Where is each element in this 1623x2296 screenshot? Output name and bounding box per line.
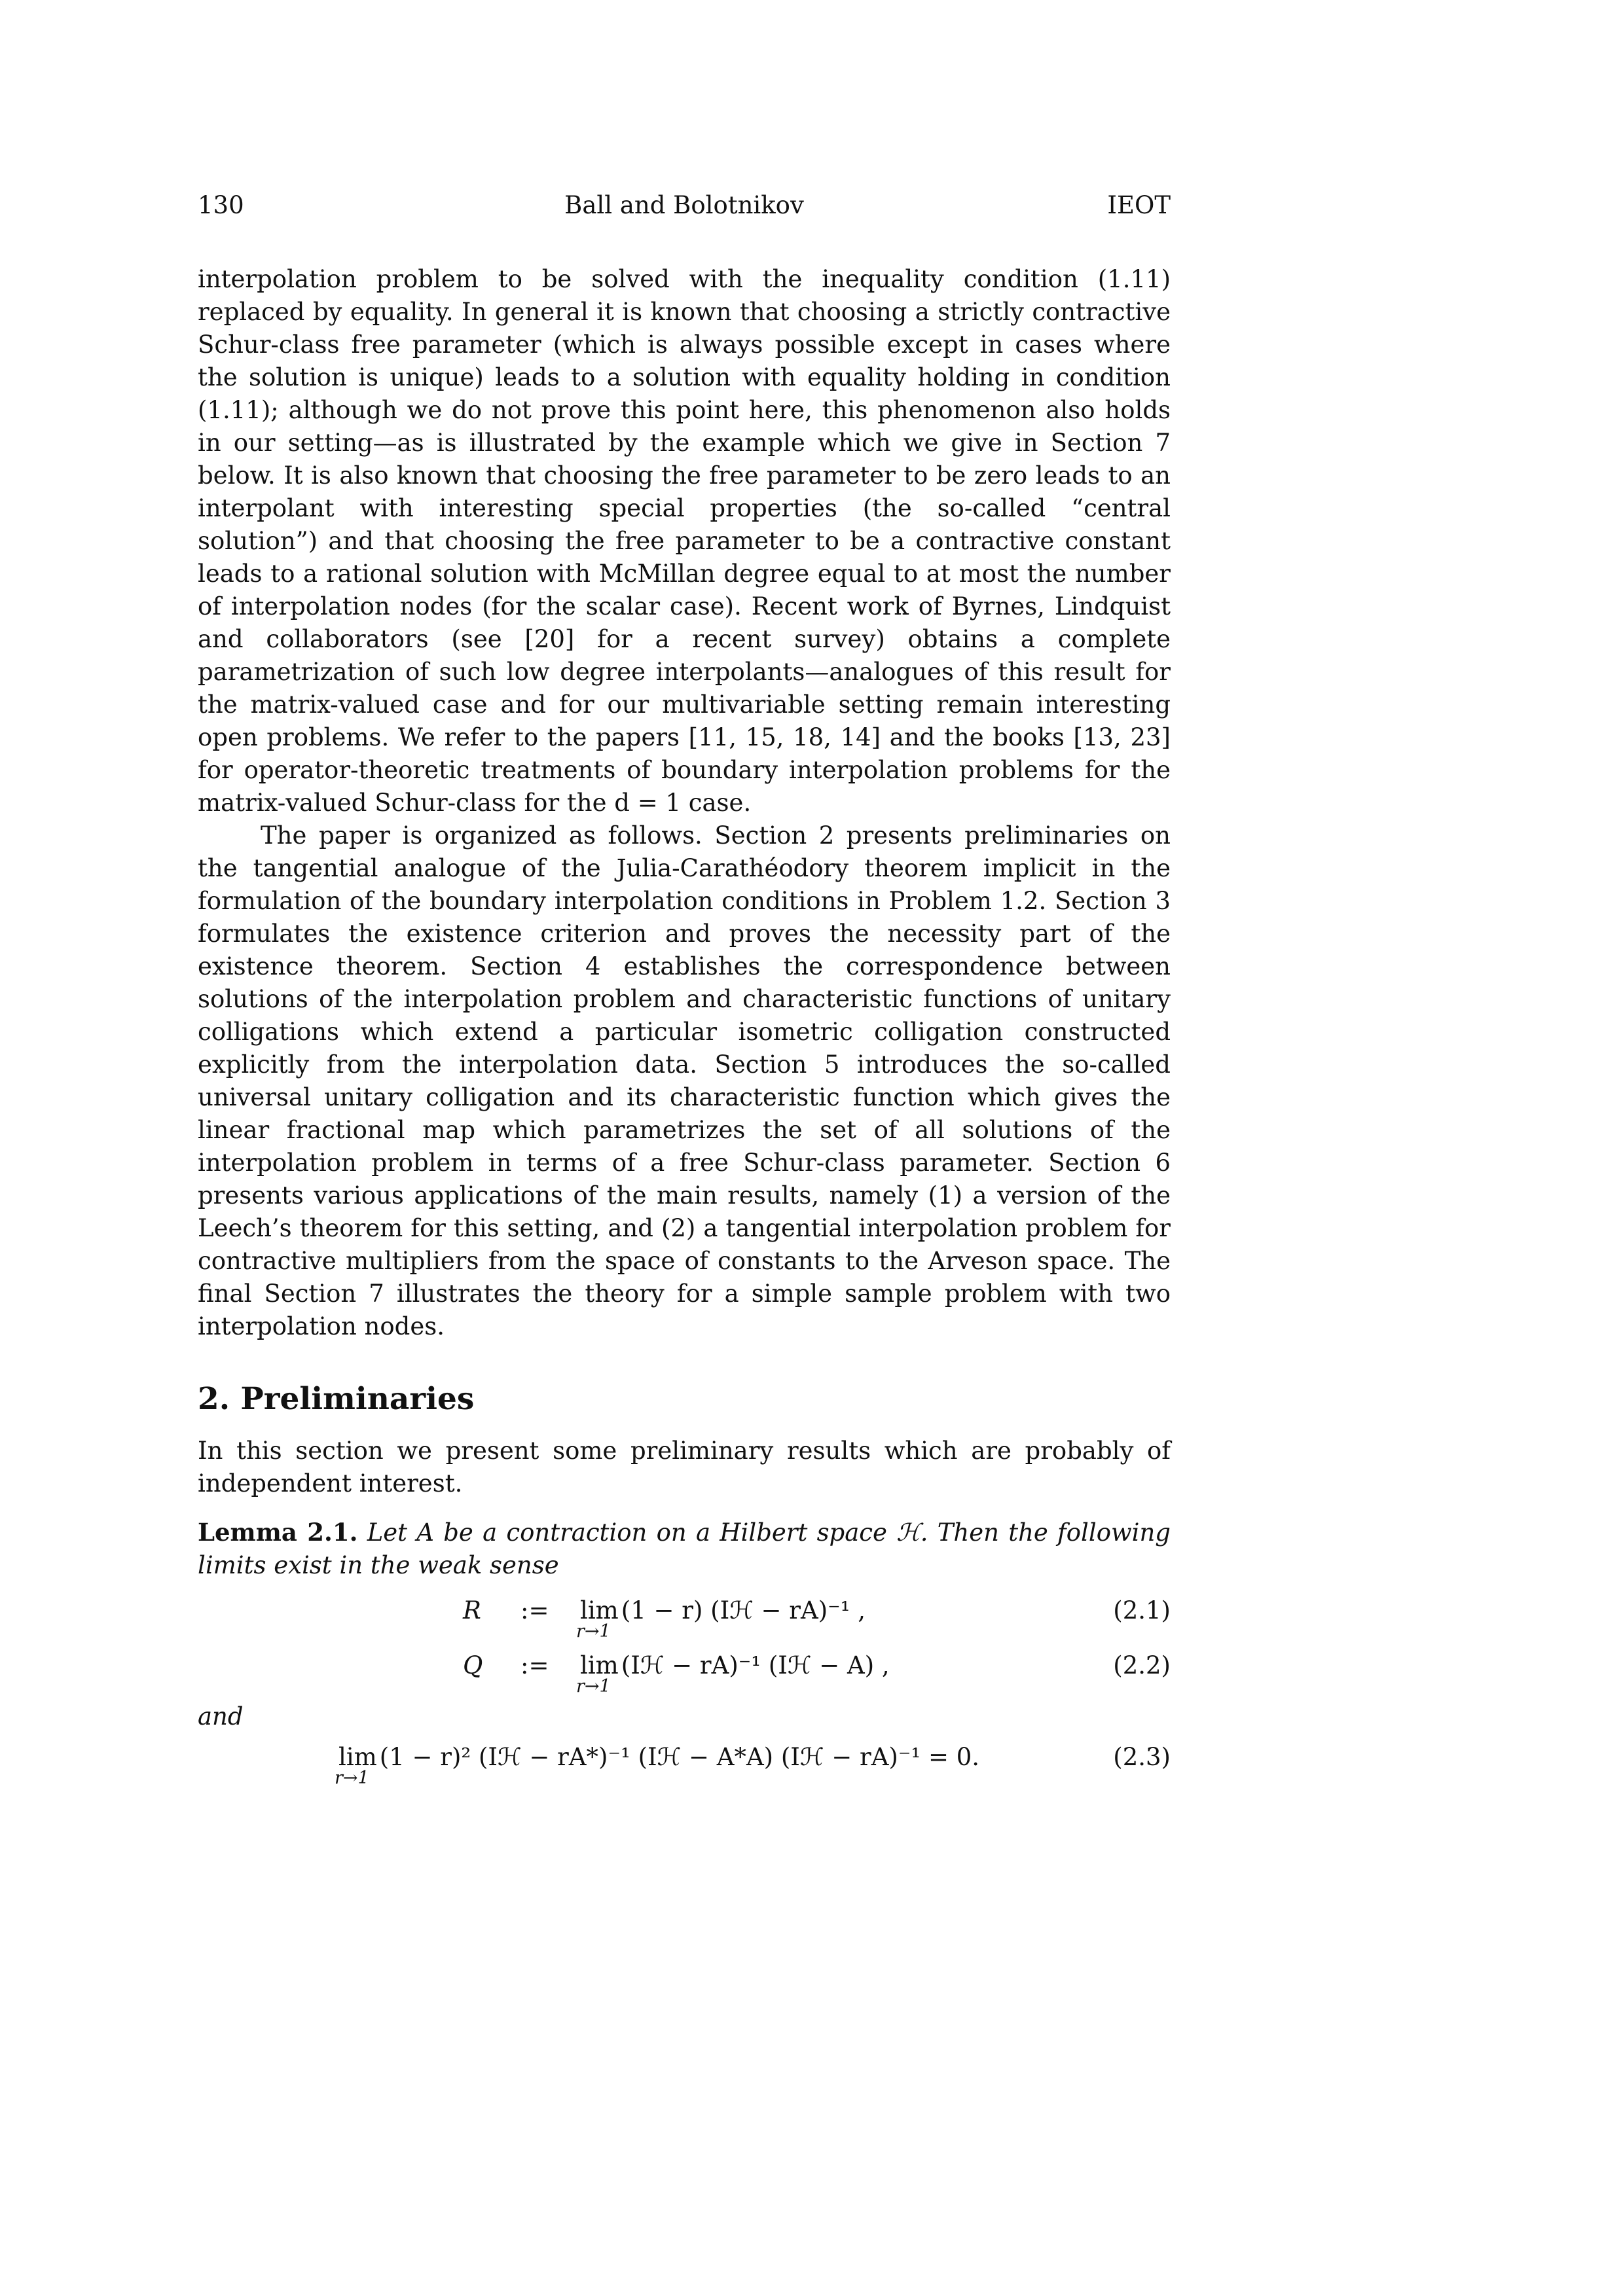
running-authors: Ball and Bolotnikov (564, 191, 804, 219)
lemma-label: Lemma 2.1. (198, 1518, 358, 1547)
connector-word: and (198, 1702, 244, 1731)
equation-body: (Iℋ − rA)⁻¹ (Iℋ − A) , (621, 1651, 890, 1679)
equation-body: (1 − r)² (Iℋ − rA*)⁻¹ (Iℋ − A*A) (Iℋ − rA)⁻¹ = 0. (379, 1743, 980, 1771)
equation-relation: := (520, 1651, 549, 1679)
lemma-statement: Let A be a contraction on a Hilbert space ℋ. Then the following limits exist in the weak sense (198, 1518, 1171, 1579)
equation-lhs: Q (463, 1651, 483, 1679)
limit-subscript: r→1 (576, 1621, 611, 1641)
running-header (198, 183, 1171, 223)
equation-rhs (576, 1596, 866, 1641)
equation-relation: := (520, 1596, 549, 1624)
equation-body: (1 − r) (Iℋ − rA)⁻¹ , (621, 1596, 866, 1624)
equation-lhs: R (463, 1596, 481, 1624)
section-intro: In this section we present some preliminary results which are probably of independent interest. (198, 1437, 1171, 1498)
equation-rhs (576, 1651, 890, 1696)
section-heading: 2. Preliminaries (198, 1381, 475, 1417)
document-page (198, 183, 1171, 1790)
equation-number: (2.1) (1113, 1596, 1171, 1624)
limit-operator: lim r→1 (335, 1743, 377, 1788)
limit-subscript: r→1 (576, 1676, 611, 1696)
equation-2-3 (198, 1735, 1171, 1790)
equation-2-2 (198, 1643, 1171, 1698)
limit-operator: lim r→1 (576, 1596, 619, 1641)
page-number: 130 (198, 191, 244, 219)
paragraph-continuation: interpolation problem to be solved with the inequality condition (1.11) replaced by equality. In general it is known that choosing a strictly contractive Schur-class free parameter (which is always possible except in cases where the solution is unique) leads to a solution with equality holding in condition (1.11); although we do not prove this point here, this phenomenon also holds in our setting—as is illustrated by the example which we give in Section 7 below. It is also known that choosing the free parameter to be zero leads to an interpolant with interesting special properties (the so-called “central solution”) and that choosing the free parameter to be a contractive constant leads to a rational solution with McMillan degree equal to at most the number of interpolation nodes (for the scalar case). Recent work of Byrnes, Lindquist and collaborators (see [20] for a recent survey) obtains a complete parametrization of such low degree interpolants—analogues of this result for the matrix-valued case and for our multivariable setting remain interesting open problems. We refer to the papers [11, 15, 18, 14] and the books [13, 23] for operator-theoretic treatments of boundary interpolation problems for the matrix-valued Schur-class for the d = 1 case. (198, 265, 1171, 817)
paragraph-organization: The paper is organized as follows. Section 2 presents preliminaries on the tangential analogue of the Julia-Carathéodory theorem implicit in the formulation of the boundary interpolation conditions in Problem 1.2. Section 3 formulates the existence criterion and proves the necessity part of the existence theorem. Section 4 establishes the correspondence between solutions of the interpolation problem and characteristic functions of unitary colligations which extend a particular isometric colligation constructed explicitly from the interpolation data. Section 5 introduces the so-called universal unitary colligation and its characteristic function which gives the linear fractional map which parametrizes the set of all solutions of the interpolation problem in terms of a free Schur-class parameter. Section 6 presents various applications of the main results, namely (1) a version of the Leech’s theorem for this setting, and (2) a tangential interpolation problem for contractive multipliers from the space of constants to the Arveson space. The final Section 7 illustrates the theory for a simple sample problem with two interpolation nodes. (198, 821, 1171, 1340)
journal-abbreviation: IEOT (1107, 191, 1171, 219)
equation-2-1 (198, 1588, 1171, 1643)
body-text (198, 263, 1171, 1343)
limit-operator: lim r→1 (576, 1651, 619, 1696)
equation-rhs (335, 1743, 980, 1788)
lemma-block (198, 1516, 1171, 1582)
equation-number: (2.3) (1113, 1743, 1171, 1771)
limit-subscript: r→1 (335, 1768, 369, 1788)
equation-number: (2.2) (1113, 1651, 1171, 1679)
